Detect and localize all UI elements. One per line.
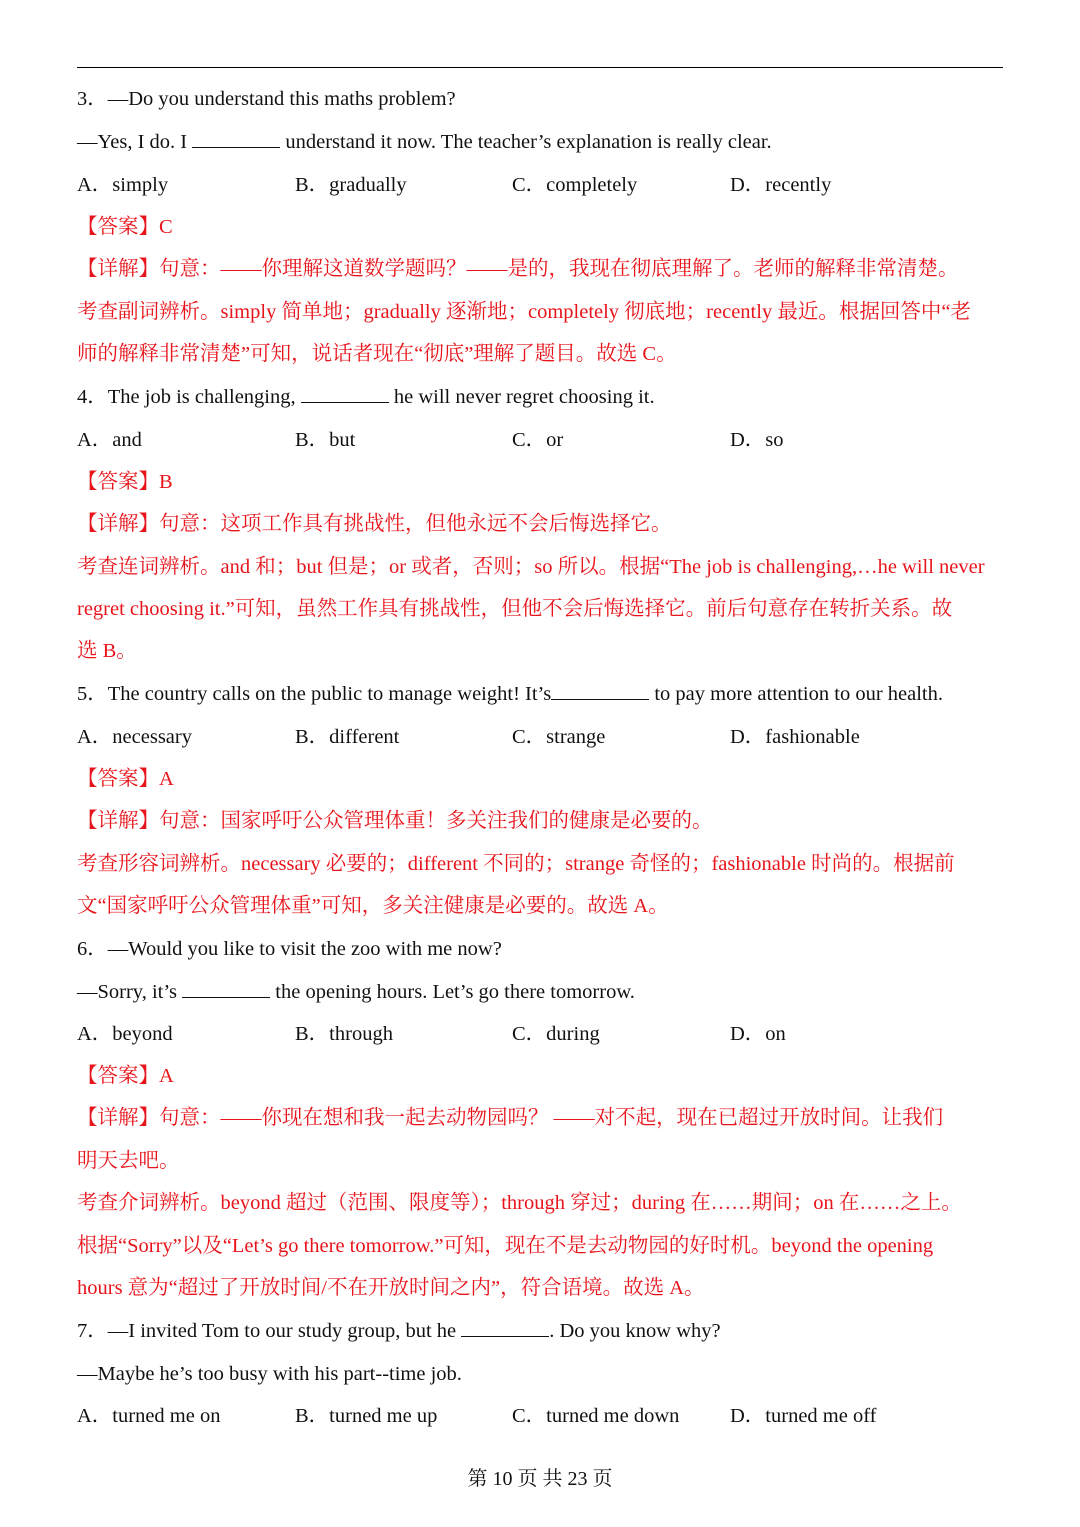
header-rule [77, 67, 1003, 68]
q3-explanation-2: 考查副词辨析。simply 简单地；gradually 逐渐地；completely 彻底地；recently 最近。根据回答中“老 [77, 301, 971, 323]
option-c: C．turned me down [512, 1405, 680, 1427]
answer-blank [461, 1318, 549, 1337]
option-a: A．turned me on [77, 1405, 221, 1427]
option-b: B．through [295, 1023, 393, 1045]
option-d: D．fashionable [730, 726, 860, 748]
option-c: C．or [512, 429, 564, 451]
q6-explanation-2: 明天去吧。 [77, 1150, 180, 1172]
q4-explanation-3: regret choosing it.”可知，虽然工作具有挑战性，但他不会后悔选择它。前后句意存在转折关系。故 [77, 598, 953, 620]
q6-stem-line2: —Sorry, it’s the opening hours. Let’s go there tomorrow. [77, 981, 635, 1003]
option-a: A．and [77, 429, 142, 451]
q6-explanation-3: 考查介词辨析。beyond 超过（范围、限度等）；through 穿过；during 在……期间；on 在……之上。 [77, 1192, 962, 1214]
q6-explanation-5: hours 意为“超过了开放时间/不在开放时间之内”，符合语境。故选 A。 [77, 1277, 705, 1299]
option-a: A．necessary [77, 726, 192, 748]
q6-explanation-4: 根据“Sorry”以及“Let’s go there tomorrow.”可知，现在不是去动物园的好时机。beyond the opening [77, 1235, 934, 1257]
answer-blank [182, 979, 270, 998]
q4-explanation-1: 【详解】句意：这项工作具有挑战性，但他永远不会后悔选择它。 [77, 513, 672, 535]
q7-stem: 7．—I invited Tom to our study group, but he . Do you know why? [77, 1320, 721, 1342]
answer-blank [192, 129, 280, 148]
option-a: A．simply [77, 174, 169, 196]
q3-stem: 3．—Do you understand this maths problem? [77, 88, 456, 110]
q3-stem-line2: —Yes, I do. I understand it now. The teacher’s explanation is really clear. [77, 131, 772, 153]
q6-answer: 【答案】A [77, 1065, 174, 1087]
option-c: C．completely [512, 174, 638, 196]
page-footer: 第 10 页 共 23 页 [467, 1468, 613, 1490]
q4-explanation-2: 考查连词辨析。and 和；but 但是；or 或者，否则；so 所以。根据“The job is challenging,…he will never [77, 556, 985, 578]
option-c: C．during [512, 1023, 600, 1045]
q6-explanation-1: 【详解】句意：——你现在想和我一起去动物园吗？ ——对不起，现在已超过开放时间。让我们 [77, 1107, 944, 1129]
option-d: D．on [730, 1023, 786, 1045]
answer-blank [551, 681, 649, 700]
q7-stem-line2: —Maybe he’s too busy with his part--time job. [77, 1363, 462, 1385]
q5-explanation-1: 【详解】句意：国家呼吁公众管理体重！多关注我们的健康是必要的。 [77, 810, 713, 832]
option-d: D．turned me off [730, 1405, 877, 1427]
answer-blank [301, 384, 389, 403]
option-d: D．so [730, 429, 784, 451]
option-b: B．turned me up [295, 1405, 438, 1427]
option-c: C．strange [512, 726, 606, 748]
q4-stem: 4．The job is challenging, he will never regret choosing it. [77, 386, 655, 408]
q6-stem: 6．—Would you like to visit the zoo with me now? [77, 938, 502, 960]
option-a: A．beyond [77, 1023, 173, 1045]
q4-explanation-4: 选 B。 [77, 640, 137, 662]
option-d: D．recently [730, 174, 832, 196]
q5-explanation-2: 考查形容词辨析。necessary 必要的；different 不同的；strange 奇怪的；fashionable 时尚的。根据前 [77, 853, 955, 875]
q5-answer: 【答案】A [77, 768, 174, 790]
q4-answer: 【答案】B [77, 471, 173, 493]
q3-answer: 【答案】C [77, 216, 173, 238]
option-b: B．gradually [295, 174, 407, 196]
option-b: B．but [295, 429, 356, 451]
q3-explanation-3: 师的解释非常清楚”可知，说话者现在“彻底”理解了题目。故选 C。 [77, 343, 677, 365]
option-b: B．different [295, 726, 400, 748]
q3-explanation-1: 【详解】句意：——你理解这道数学题吗？——是的，我现在彻底理解了。老师的解释非常清楚。 [77, 258, 959, 280]
q5-explanation-3: 文“国家呼吁公众管理体重”可知，多关注健康是必要的。故选 A。 [77, 895, 669, 917]
q5-stem: 5．The country calls on the public to manage weight! It’s to pay more attention to our health. [77, 683, 943, 705]
